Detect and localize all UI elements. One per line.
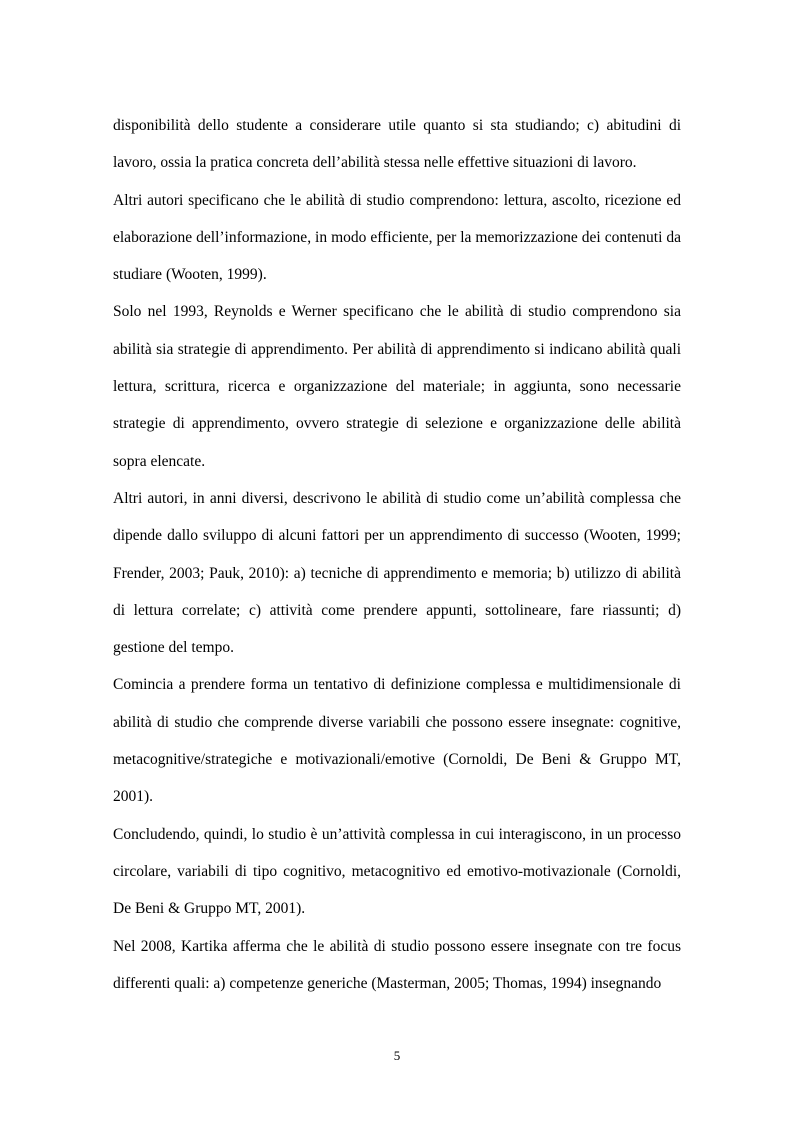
paragraph: Altri autori specificano che le abilità di studio comprendono: lettura, ascolto, ricezione ed elaborazione dell’informazione, in modo efficiente, per la memorizzazione dei contenuti da studiare (Wooten, 1999). bbox=[113, 191, 681, 284]
body-text bbox=[113, 107, 681, 1002]
page-number: 5 bbox=[393, 1048, 401, 1063]
paragraph: disponibilità dello studente a considerare utile quanto si sta studiando; c) abitudini di lavoro, ossia la pratica concreta dell’abilità stessa nelle effettive situazioni di lavoro. bbox=[113, 117, 681, 172]
paragraph: Nel 2008, Kartika afferma che le abilità di studio possono essere insegnate con tre focus differenti quali: a) competenze generiche (Masterman, 2005; Thomas, 1994) insegnando bbox=[113, 937, 681, 992]
paragraph: Concludendo, quindi, lo studio è un’attività complessa in cui interagiscono, in un processo circolare, variabili di tipo cognitivo, metacognitivo ed emotivo-motivazionale (Cornoldi, De Beni & Gruppo MT, 2001). bbox=[113, 825, 681, 918]
paragraph: Comincia a prendere forma un tentativo di definizione complessa e multidimensionale di abilità di studio che comprende diverse variabili che possono essere insegnate: cognitive, metacognitive/strategiche e motivazionali/emotive (Cornoldi, De Beni & Gruppo MT, 2001). bbox=[113, 676, 681, 806]
paragraph: Altri autori, in anni diversi, descrivono le abilità di studio come un’abilità complessa che dipende dallo sviluppo di alcuni fattori per un apprendimento di successo (Wooten, 1999; Frender, 2003; Pauk, 2010): a) tecniche di apprendimento e memoria; b) utilizzo di abilità di lettura correlate; c) attività come prendere appunti, sottolineare, fare riassunti; d) gestione del tempo. bbox=[113, 489, 681, 657]
paragraph: Solo nel 1993, Reynolds e Werner specificano che le abilità di studio comprendono sia abilità sia strategie di apprendimento. Per abilità di apprendimento si indicano abilità quali lettura, scrittura, ricerca e organizzazione del materiale; in aggiunta, sono necessarie strategie di apprendimento, ovvero strategie di selezione e organizzazione delle abilità sopra elencate. bbox=[113, 303, 681, 470]
